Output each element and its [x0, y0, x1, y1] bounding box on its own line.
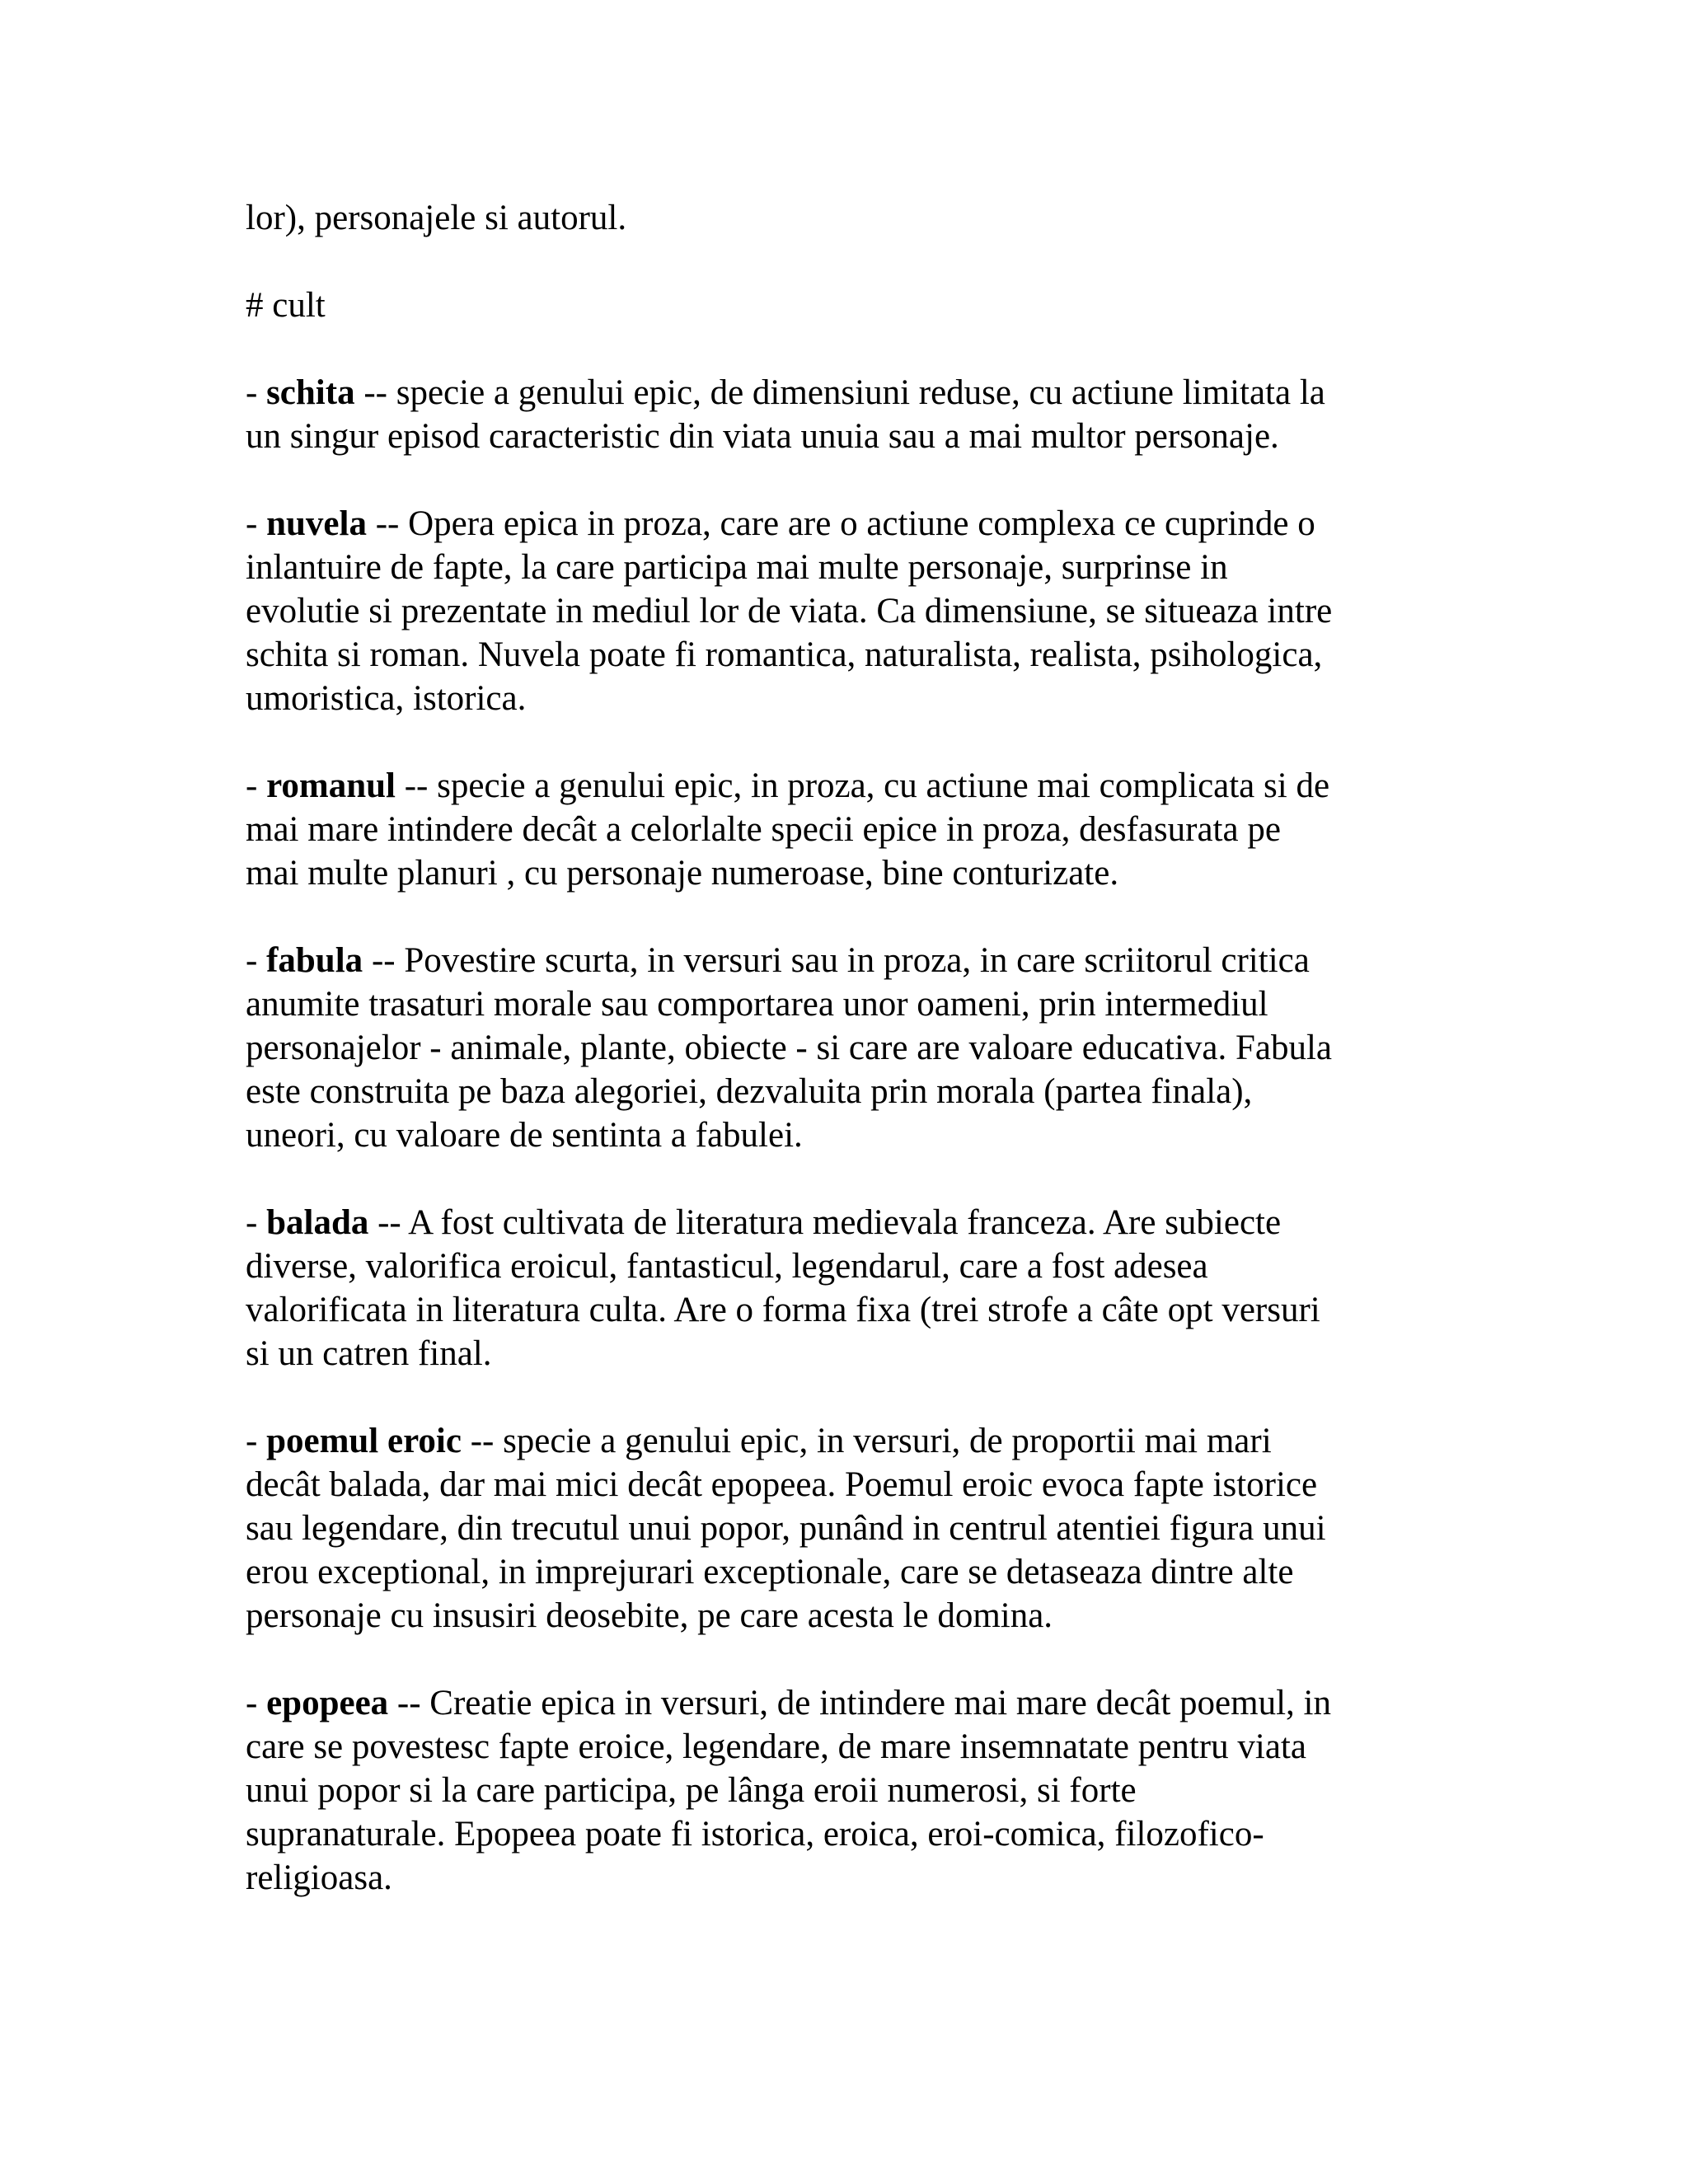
definition-entry: [246, 1681, 1457, 1900]
entry-line: mai multe planuri , cu personaje numeroase, bine conturizate.: [246, 854, 1119, 893]
entry-line: un singur episod caracteristic din viata unuia sau a mai multor personaje.: [246, 417, 1279, 456]
entry-dash: -: [246, 1203, 267, 1242]
entry-line: supranaturale. Epopeea poate fi istorica, eroica, eroi-comica, filozofico-: [246, 1815, 1264, 1854]
entry-line: umoristica, istorica.: [246, 679, 527, 718]
entry-term: epopeea: [266, 1684, 389, 1722]
entry-line: [246, 1201, 1457, 1244]
entry-line: inlantuire de fapte, la care participa mai multe personaje, surprinse in: [246, 548, 1228, 587]
entry-line: [246, 371, 1457, 415]
document-page: [246, 196, 1457, 1943]
entry-line: [246, 502, 1457, 546]
entry-text: -- Creatie epica in versuri, de intindere mai mare decât poemul, in: [388, 1684, 1331, 1722]
entry-term: balada: [266, 1203, 369, 1242]
definition-entry: [246, 1419, 1457, 1638]
entry-line: sau legendare, din trecutul unui popor, punând in centrul atentiei figura unui: [246, 1509, 1326, 1548]
entry-dash: -: [246, 766, 267, 805]
heading-text: # cult: [246, 286, 326, 325]
entry-line: [246, 939, 1457, 982]
entry-line: religioasa.: [246, 1858, 392, 1897]
entry-term: fabula: [266, 941, 363, 980]
entry-line: [246, 764, 1457, 808]
section-heading: [246, 284, 1457, 327]
entry-line: si un catren final.: [246, 1334, 492, 1373]
entry-term: romanul: [266, 766, 396, 805]
entry-text: -- Opera epica in proza, care are o actiune complexa ce cuprinde o: [366, 504, 1315, 543]
entry-text: -- specie a genului epic, de dimensiuni reduse, cu actiune limitata la: [354, 373, 1325, 412]
definition-entry: [246, 502, 1457, 720]
entry-dash: -: [246, 373, 267, 412]
entry-line: personaje cu insusiri deosebite, pe care acesta le domina.: [246, 1596, 1053, 1635]
entry-term: poemul eroic: [266, 1422, 462, 1460]
entry-line: [246, 1419, 1457, 1463]
entry-line: [246, 1681, 1457, 1725]
definition-entry: [246, 939, 1457, 1157]
entry-line: personajelor - animale, plante, obiecte - si care are valoare educativa. Fabula: [246, 1029, 1333, 1067]
entry-term: nuvela: [266, 504, 367, 543]
entry-term: schita: [266, 373, 355, 412]
entry-line: care se povestesc fapte eroice, legendare, de mare insemnatate pentru viata: [246, 1727, 1306, 1766]
definition-entry: [246, 1201, 1457, 1376]
definition-list: [246, 371, 1457, 1900]
entry-line: diverse, valorifica eroicul, fantasticul, legendarul, care a fost adesea: [246, 1247, 1208, 1286]
entry-line: unui popor si la care participa, pe lânga eroii numerosi, si forte: [246, 1771, 1137, 1810]
definition-entry: [246, 371, 1457, 458]
entry-line: uneori, cu valoare de sentinta a fabulei.: [246, 1116, 803, 1155]
entry-line: valorificata in literatura culta. Are o forma fixa (trei strofe a câte opt versuri: [246, 1291, 1320, 1329]
entry-line: mai mare intindere decât a celorlalte specii epice in proza, desfasurata pe: [246, 810, 1281, 849]
entry-text: -- specie a genului epic, in versuri, de proportii mai mari: [461, 1422, 1272, 1460]
entry-dash: -: [246, 941, 267, 980]
intro-paragraph: [246, 196, 1457, 240]
intro-line: lor), personajele si autorul.: [246, 199, 627, 237]
entry-text: -- specie a genului epic, in proza, cu actiune mai complicata si de: [395, 766, 1330, 805]
entry-line: decât balada, dar mai mici decât epopeea. Poemul eroic evoca fapte istorice: [246, 1465, 1318, 1504]
entry-dash: -: [246, 1422, 267, 1460]
entry-text: -- A fost cultivata de literatura medievala franceza. Are subiecte: [368, 1203, 1282, 1242]
entry-line: erou exceptional, in imprejurari exceptionale, care se detaseaza dintre alte: [246, 1553, 1294, 1591]
entry-dash: -: [246, 504, 267, 543]
entry-line: este construita pe baza alegoriei, dezvaluita prin morala (partea finala),: [246, 1072, 1253, 1111]
definition-entry: [246, 764, 1457, 895]
entry-line: schita si roman. Nuvela poate fi romantica, naturalista, realista, psihologica,: [246, 635, 1323, 674]
entry-dash: -: [246, 1684, 267, 1722]
entry-line: anumite trasaturi morale sau comportarea unor oameni, prin intermediul: [246, 985, 1268, 1024]
entry-text: -- Povestire scurta, in versuri sau in proza, in care scriitorul critica: [363, 941, 1310, 980]
entry-line: evolutie si prezentate in mediul lor de viata. Ca dimensiune, se situeaza intre: [246, 592, 1333, 630]
